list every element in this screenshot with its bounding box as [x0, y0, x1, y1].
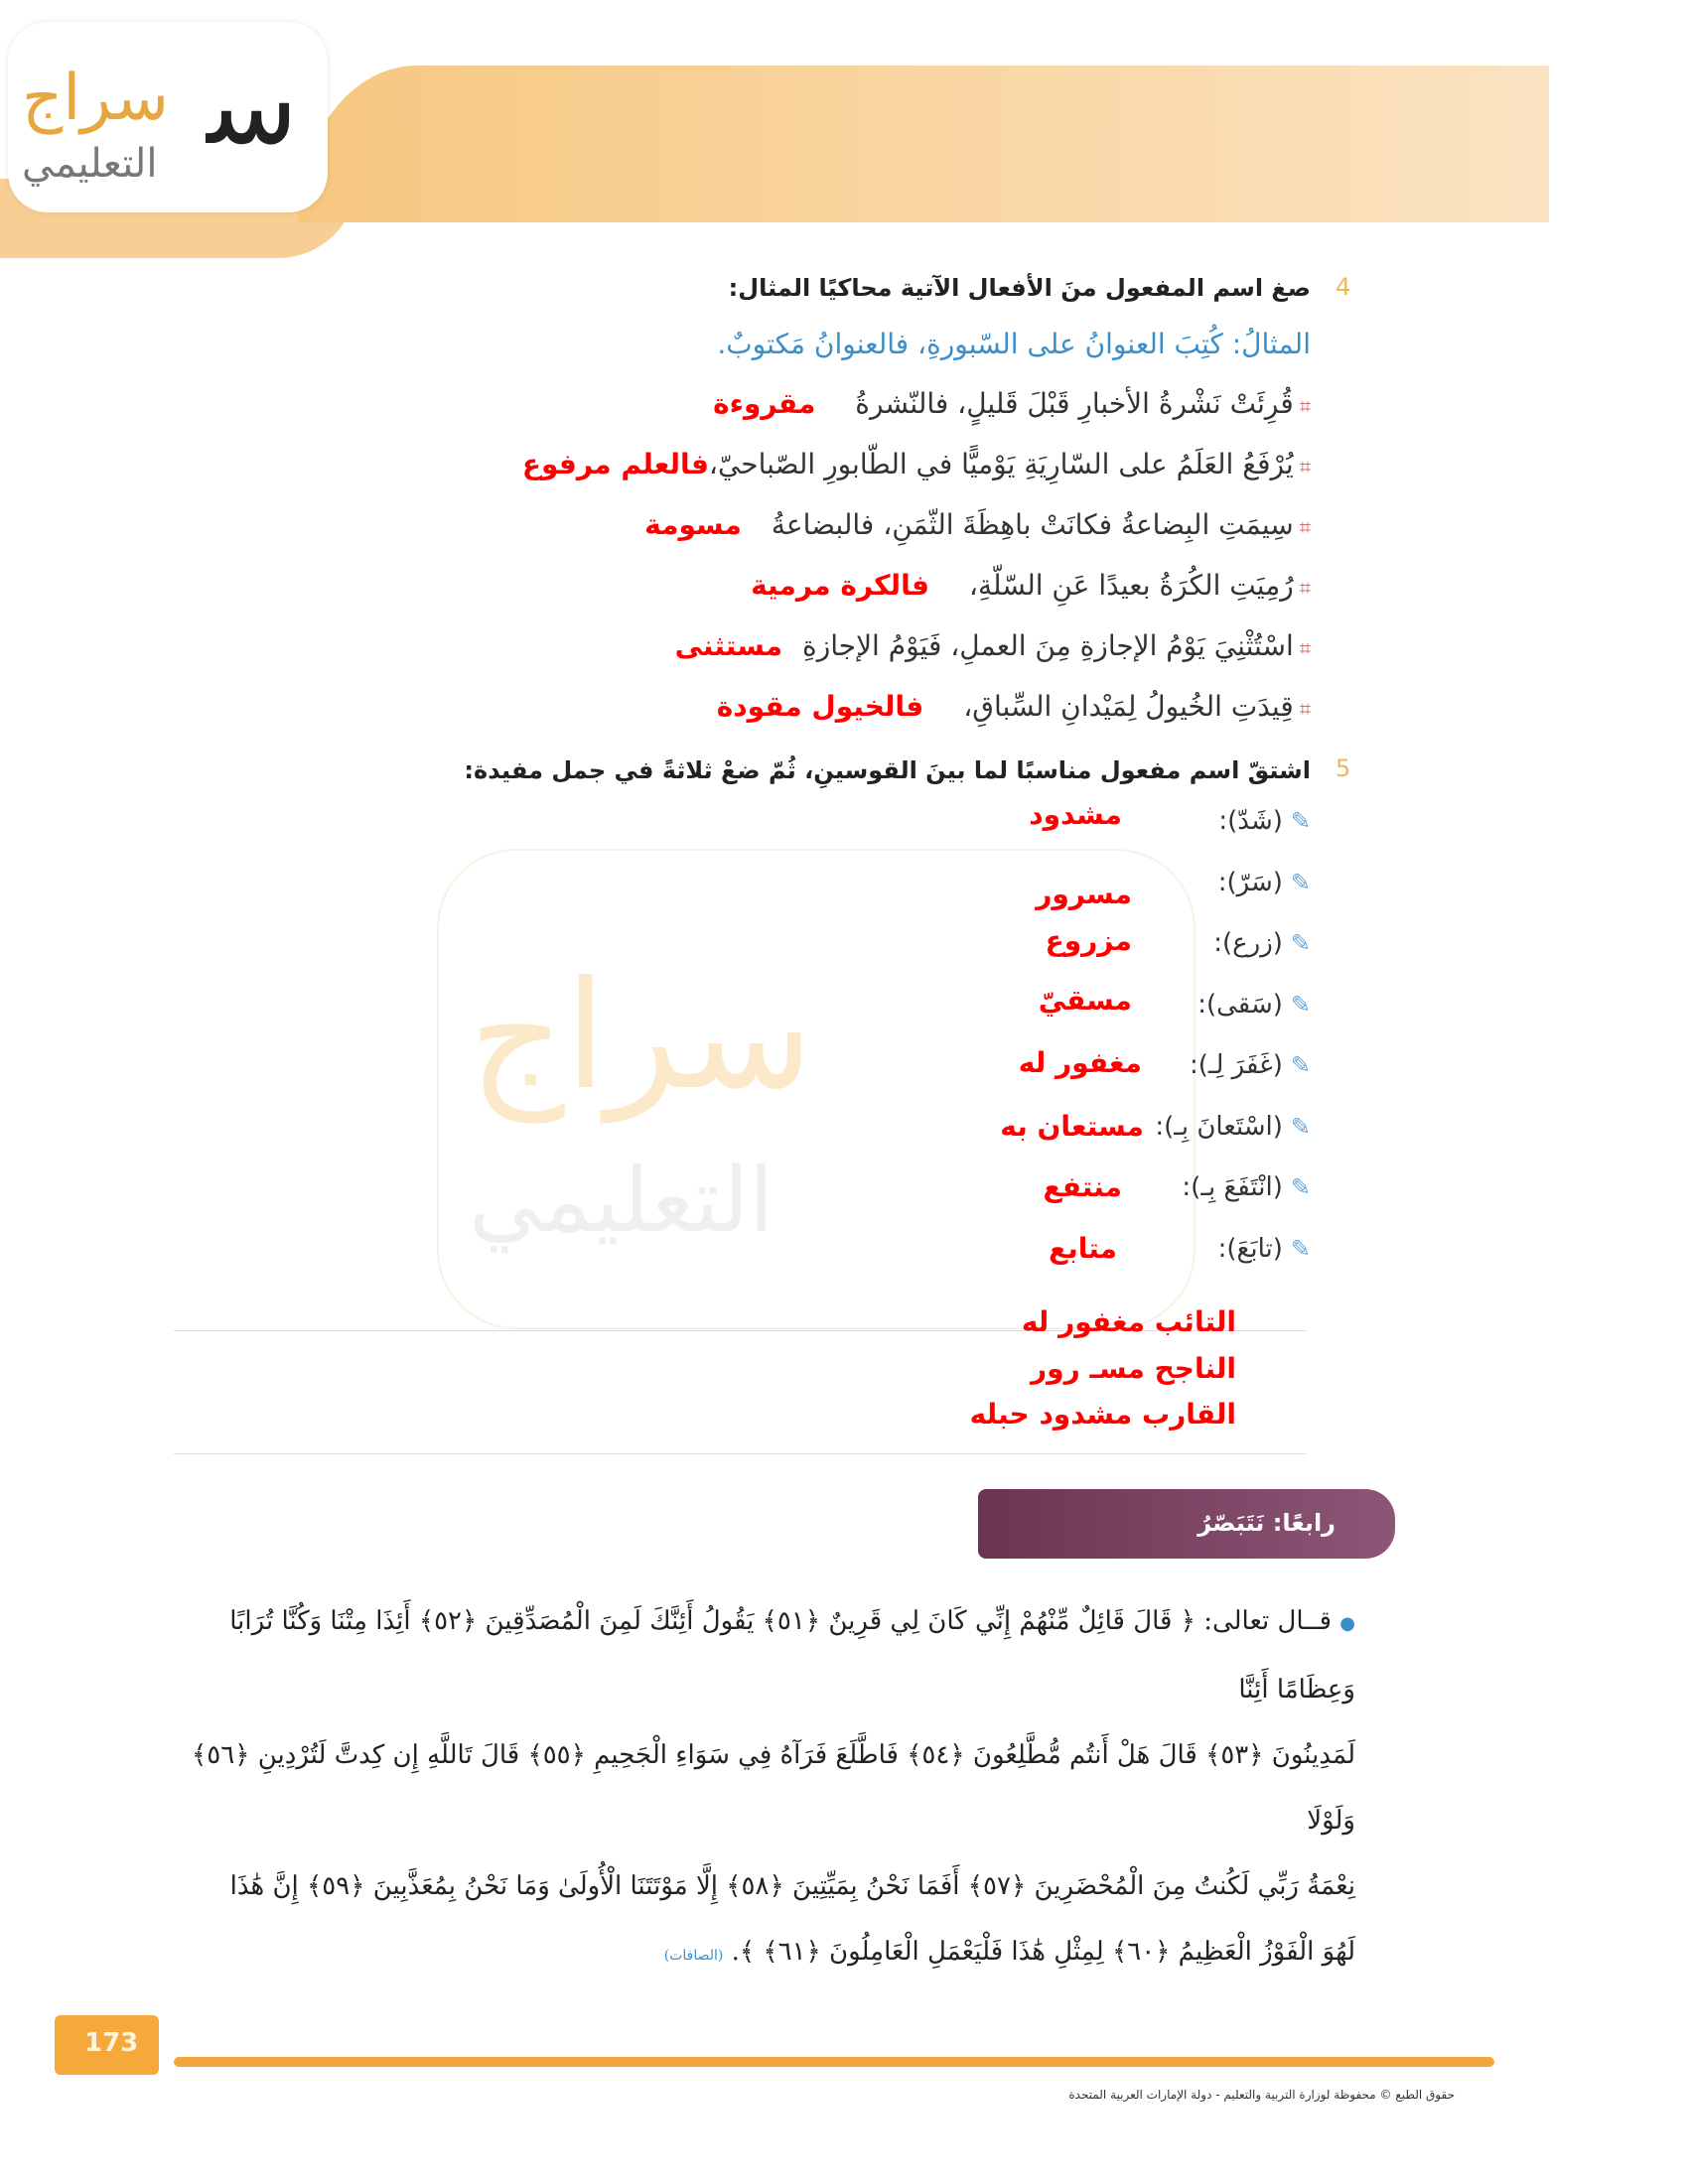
answer[interactable]: مستعان به: [1000, 1109, 1144, 1143]
watermark-name: سراج: [469, 950, 813, 1123]
pencil-icon: ✎: [1290, 1112, 1311, 1141]
pencil-icon: ✎: [1290, 868, 1311, 896]
q5-item: ✎(غَفَرَ لِـ): مغفور له: [1018, 1046, 1311, 1080]
answer[interactable]: فالخيول مقودة: [716, 690, 924, 723]
q5-item: ✎(سَقى): مسقيّ: [1038, 983, 1311, 1020]
pencil-icon: ✎: [1290, 807, 1311, 835]
q4-item: ⌗اسْتُثْنِيَ يَوْمُ الإجازةِ مِنَ العملِ، فَيَوْمُ الإجازةِمستثنى: [674, 629, 1311, 662]
answer[interactable]: مسومة: [644, 508, 742, 541]
pencil-icon: ✎: [1290, 1234, 1311, 1263]
q4-item: ⌗يُرْفَعُ العَلَمُ على السّارِيَةِ يَوْميًّا في الطّابورِ الصّباحيّ،فالعلم مرفوع: [521, 448, 1311, 480]
logo-calligraphy-icon: ﺳ: [207, 42, 299, 169]
answer[interactable]: فالعلم مرفوع: [521, 448, 709, 480]
q5-items: [953, 798, 1311, 1295]
q4-item: ⌗سِيمَتِ البِضاعةُ فكانَتْ باهِظَةَ الثّمَنِ، فالبضاعةُمسومة: [644, 508, 1311, 541]
answer[interactable]: مسقيّ: [1038, 983, 1132, 1017]
pencil-icon: ✎: [1290, 929, 1311, 957]
answer[interactable]: مزروع: [1045, 924, 1132, 957]
bullet-icon: ⌗: [1299, 636, 1311, 660]
quran-line: لَمَدِينُونَ ﴿٥٣﴾ قَالَ هَلْ أَنتُم مُّطَّلِعُونَ ﴿٥٤﴾ فَاطَّلَعَ فَرَآهُ فِي سَوَاءِ الْجَحِيمِ ﴿٥٥﴾ قَالَ تَاللَّهِ إِن كِدتَّ لَتُرْدِينِ ﴿٥٦﴾ وَلَوْلَا: [192, 1740, 1355, 1836]
sentence[interactable]: القارب مشدود حبله: [969, 1398, 1236, 1431]
answer[interactable]: مسرور: [1036, 877, 1132, 910]
answer[interactable]: مغفور له: [1018, 1046, 1142, 1079]
bullet-icon: ●: [1339, 1613, 1355, 1634]
answer[interactable]: مشدود: [1029, 798, 1122, 831]
bullet-icon: ⌗: [1299, 515, 1311, 539]
q4-item: ⌗رُمِيَتِ الكُرَةُ بعيدًا عَنِ السّلّةِ،فالكرة مرمية: [751, 569, 1311, 602]
q5-item: ✎(زرع): مزروع: [1045, 924, 1311, 958]
q4-number: 4: [1336, 273, 1351, 301]
logo-sub: التعليمي: [22, 141, 158, 187]
bullet-icon: ⌗: [1299, 697, 1311, 721]
answer[interactable]: منتفع: [1043, 1170, 1122, 1203]
footer-line: [174, 2057, 1494, 2067]
logo: [8, 22, 328, 212]
pencil-icon: ✎: [1290, 1051, 1311, 1079]
q5-title: اشتقّ اسم مفعول مناسبًا لما بينَ القوسينِ، ثُمّ ضعْ ثلاثةً في جمل مفيدة:: [464, 756, 1311, 784]
pencil-icon: ✎: [1290, 1173, 1311, 1201]
quran-passage: [149, 1588, 1355, 1988]
answer[interactable]: متابع: [1049, 1231, 1117, 1265]
bullet-icon: ⌗: [1299, 455, 1311, 478]
answer[interactable]: مقروءة: [713, 387, 816, 420]
quran-line: لَهُوَ الْفَوْزُ الْعَظِيمُ ﴿٦٠﴾ لِمِثْلِ هَٰذَا فَلْيَعْمَلِ الْعَامِلُونَ ﴿٦١﴾ ﴾. (الصافات): [663, 1937, 1355, 1967]
bullet-icon: ⌗: [1299, 394, 1311, 418]
answer[interactable]: مستثنى: [674, 629, 783, 662]
answer-line: [174, 1453, 1306, 1454]
sentence[interactable]: التائب مغفور له: [1021, 1305, 1236, 1338]
q4-example: المثالُ: كُتِبَ العنوانُ على السّبورةِ، فالعنوانُ مَكتوبٌ.: [717, 328, 1311, 360]
header-banner: [298, 66, 1549, 222]
section-label: رابعًا: نَتَبَصّرُ: [1197, 1509, 1336, 1537]
page-number: 173: [84, 2028, 139, 2058]
q5-item: ✎(اسْتَعانَ بِـ): مستعان به: [1000, 1109, 1311, 1143]
sentence[interactable]: الناجح مسـ رور: [1031, 1352, 1236, 1385]
quran-line: ● قــال تعالى: ﴿ قَالَ قَائِلٌ مِّنْهُمْ إِنِّي كَانَ لِي قَرِينٌ ﴿٥١﴾ يَقُولُ أَئِنَّكَ لَمِنَ الْمُصَدِّقِينَ ﴿٥٢﴾ أَئِذَا مِتْنَا وَكُنَّا تُرَابًا وَعِظَامًا أَئِنَّا: [229, 1606, 1355, 1705]
copyright: حقوق الطبع © محفوظة لوزارة التربية والتعليم - دولة الإمارات العربية المتحدة: [1068, 2088, 1455, 2102]
q4-item: ⌗قُرِئَتْ نَشْرةُ الأخبارِ قَبْلَ قَليلٍ، فالنّشرةُمقروءة: [713, 387, 1311, 420]
q5-item: ✎(شَدّ): مشدود: [1029, 798, 1311, 836]
surah-name: (الصافات): [663, 1948, 724, 1964]
pencil-icon: ✎: [1290, 990, 1311, 1019]
q5-number: 5: [1336, 754, 1351, 782]
quran-line: نِعْمَةُ رَبِّي لَكُنتُ مِنَ الْمُحْضَرِينَ ﴿٥٧﴾ أَفَمَا نَحْنُ بِمَيِّتِينَ ﴿٥٨﴾ إِلَّا مَوْتَتَنَا الْأُولَىٰ وَمَا نَحْنُ بِمُعَذَّبِينَ ﴿٥٩﴾ إِنَّ هَٰذَا: [229, 1871, 1355, 1901]
q4-title: صغ اسم المفعول منَ الأفعال الآتية محاكيًا المثال:: [728, 274, 1311, 302]
q4-items: [417, 387, 1311, 751]
section-header: [978, 1489, 1395, 1559]
answer[interactable]: فالكرة مرمية: [751, 569, 929, 602]
logo-name: سراج: [22, 62, 170, 135]
q5-item: ✎(سَرّ): مسرور: [1036, 867, 1311, 910]
q5-item: ✎(انْتَفَعَ بِـ): منتفع: [1043, 1170, 1311, 1203]
bullet-icon: ⌗: [1299, 576, 1311, 600]
q4-item: ⌗قِيدَتِ الخُيولُ لِمَيْدانِ السِّباقِ،فالخيول مقودة: [716, 690, 1311, 723]
q5-item: ✎(تابَعَ): متابع: [1049, 1231, 1311, 1265]
watermark-sub: التعليمي: [469, 1149, 774, 1253]
